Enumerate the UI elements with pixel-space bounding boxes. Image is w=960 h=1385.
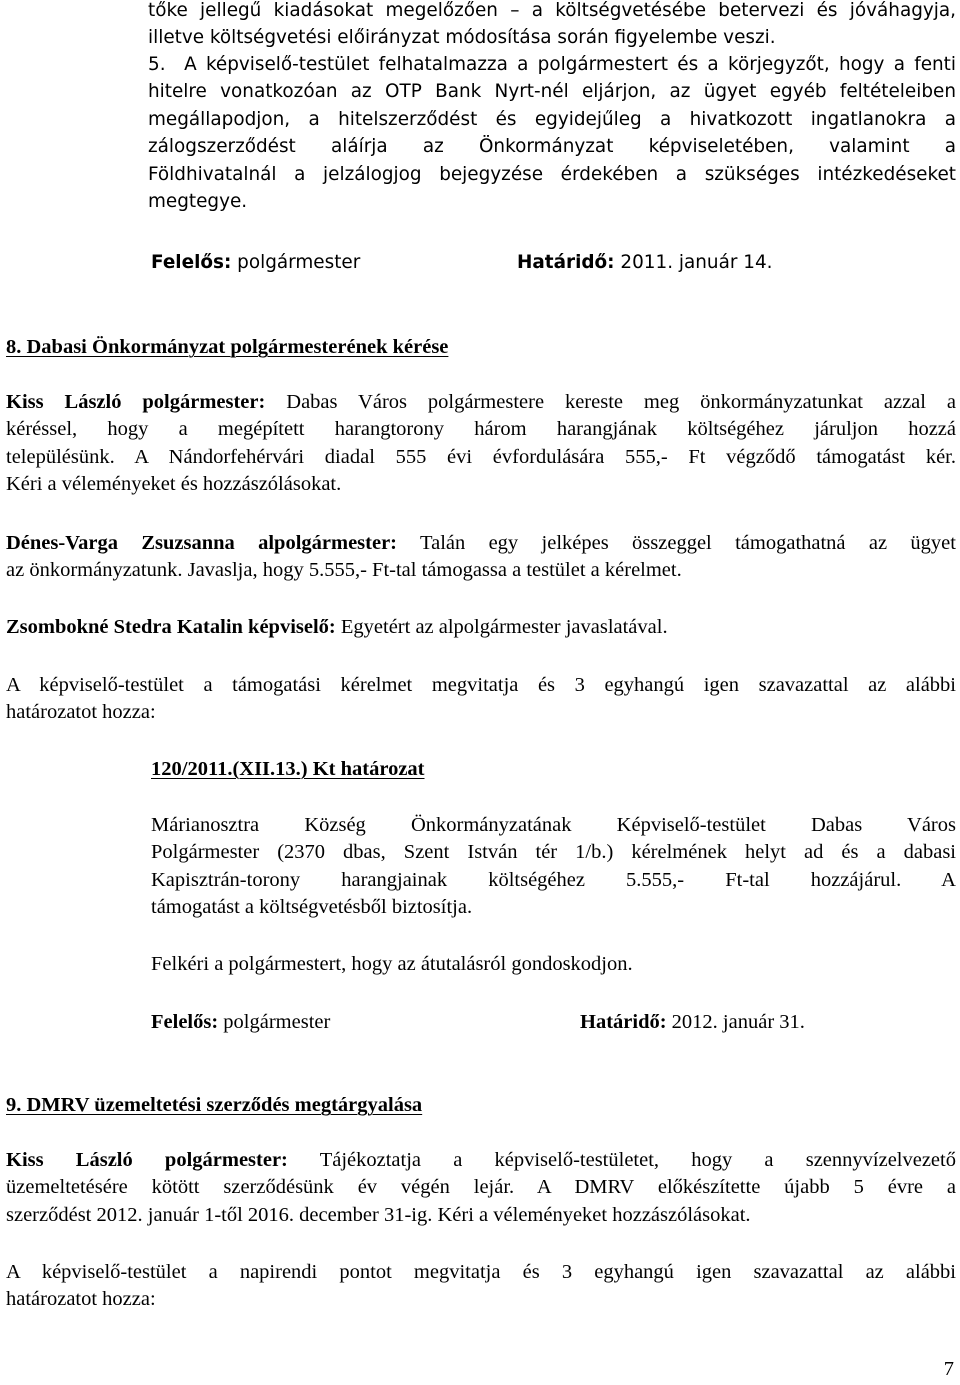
text-line: Dénes-Varga Zsuzsanna alpolgármester: Talán egy jelképes összeggel támogathatná az ügyet: [6, 532, 956, 554]
felelos-label: Felelős:: [151, 1011, 219, 1033]
paragraph-vote: [6, 1259, 956, 1314]
text-line: Kapisztrán-torony harangjainak költségéhez 5.555,- Ft-tal hozzájárul. A: [151, 868, 956, 891]
text-line: Kéri a véleményeket és hozzászólásokat.: [6, 473, 342, 496]
text-line: határozatot hozza:: [6, 1288, 156, 1311]
paragraph-zsombokne: [6, 614, 956, 641]
text-line: határozatot hozza:: [6, 701, 156, 724]
responsibility-row: [151, 249, 360, 276]
felelos-value: polgármester: [237, 252, 361, 273]
text-line: Zsombokné Stedra Katalin képviselő: Egyetért az alpolgármester javaslatával.: [6, 616, 668, 638]
text-line: Polgármester (2370 dbas, Szent István tér 1/b.) kérelmének helyt ad és a dabasi: [151, 841, 956, 864]
text-line: tőke jellegű kiadásokat megelőzően – a költségvetésébe betervezi és jóváhagyja,: [148, 0, 956, 21]
speaker-name: Zsombokné Stedra Katalin képviselő:: [6, 616, 336, 638]
text-line: illetve költségvetési előirányzat módosítása során figyelembe veszi.: [148, 27, 776, 49]
paragraph-denes: [6, 530, 956, 585]
responsibility-row: [151, 1009, 330, 1036]
deadline-row: [580, 1009, 805, 1036]
text-line: A képviselő-testület a támogatási kérelmet megvitatja és 3 egyhangú igen szavazattal az alábbi: [6, 674, 956, 696]
text-line: támogatást a költségvetésből biztosítja.: [151, 896, 473, 919]
text-line: A képviselő-testület a napirendi pontot megvitatja és 3 egyhangú igen szavazattal az alábbi: [6, 1261, 956, 1283]
resolution-continuation: [148, 0, 956, 52]
paragraph-vote: [6, 672, 956, 727]
text-line: 5. A képviselő-testület felhatalmazza a polgármestert és a körjegyzőt, hogy a fenti: [148, 54, 956, 75]
hatarido-label: Határidő:: [517, 252, 615, 273]
hatarido-label: Határidő:: [580, 1011, 667, 1033]
text-line: az önkormányzatunk. Javaslja, hogy 5.555,- Ft-tal támogassa a testület a kérelmet.: [6, 559, 682, 582]
felelos-label: Felelős:: [151, 252, 232, 273]
text-line: Kiss László polgármester: Dabas Város polgármestere kereste meg önkormányzatunkat azzal a: [6, 391, 956, 413]
text-line: hitelre vonatkozóan az OTP Bank Nyrt-nél eljárjon, az ügyet egyéb feltételeiben: [148, 81, 956, 103]
text-line: Kiss László polgármester: Tájékoztatja a képviselő-testületet, hogy a szennyvízelvezető: [6, 1149, 956, 1171]
speaker-name: Kiss László polgármester:: [6, 1149, 288, 1171]
request-text: Felkéri a polgármestert, hogy az átutalásról gondoskodjon.: [151, 953, 633, 975]
page-number: 7: [943, 1358, 954, 1380]
felelos-value: polgármester: [223, 1011, 331, 1033]
text-line: üzemeltetésére kötött szerződésünk év végén lejár. A DMRV előkészítette újabb 5 évre a: [6, 1176, 956, 1199]
section-heading: 9. DMRV üzemeltetési szerződés megtárgyalása: [6, 1094, 423, 1116]
text-line: Földhivatalnál a jelzálogjog bejegyzése érdekében a szükséges intézkedéseket: [148, 163, 956, 185]
text-line: kéréssel, hogy a megépített harangtorony három harangjának költségéhez járuljon hozzá: [6, 418, 956, 441]
deadline-row: [517, 249, 773, 276]
point-5: [148, 51, 956, 215]
speaker-name: Kiss László polgármester:: [6, 391, 266, 413]
hatarido-value: 2011. január 14.: [620, 252, 773, 273]
point-number: 5.: [148, 54, 166, 75]
paragraph-kiss: [6, 389, 956, 499]
paragraph-kiss: [6, 1147, 956, 1229]
text-line: megtegye.: [148, 191, 248, 213]
text-line: megállapodjon, a hitelszerződést és egyidejűleg a hivatkozott ingatlanokra a: [148, 108, 956, 130]
section-heading: 8. Dabasi Önkormányzat polgármesterének kérése: [6, 336, 449, 358]
resolution-title: 120/2011.(XII.13.) Kt határozat: [151, 758, 425, 780]
hatarido-value: 2012. január 31.: [671, 1011, 805, 1033]
speaker-name: Dénes-Varga Zsuzsanna alpolgármester:: [6, 532, 398, 554]
text-line: településünk. A Nándorfehérvári diadal 555 évi évfordulására 555,- Ft végződő támogatást kér.: [6, 445, 956, 468]
text-line: zálogszerződést aláírja az Önkormányzat képviseletében, valamint a: [148, 136, 956, 158]
resolution-text: [151, 812, 956, 922]
text-line: Márianosztra Község Önkormányzatának Képviselő-testület Dabas Város: [151, 814, 956, 836]
text-line: szerződést 2012. január 1-től 2016. december 31-ig. Kéri a véleményeket hozzászólásokat.: [6, 1203, 751, 1226]
